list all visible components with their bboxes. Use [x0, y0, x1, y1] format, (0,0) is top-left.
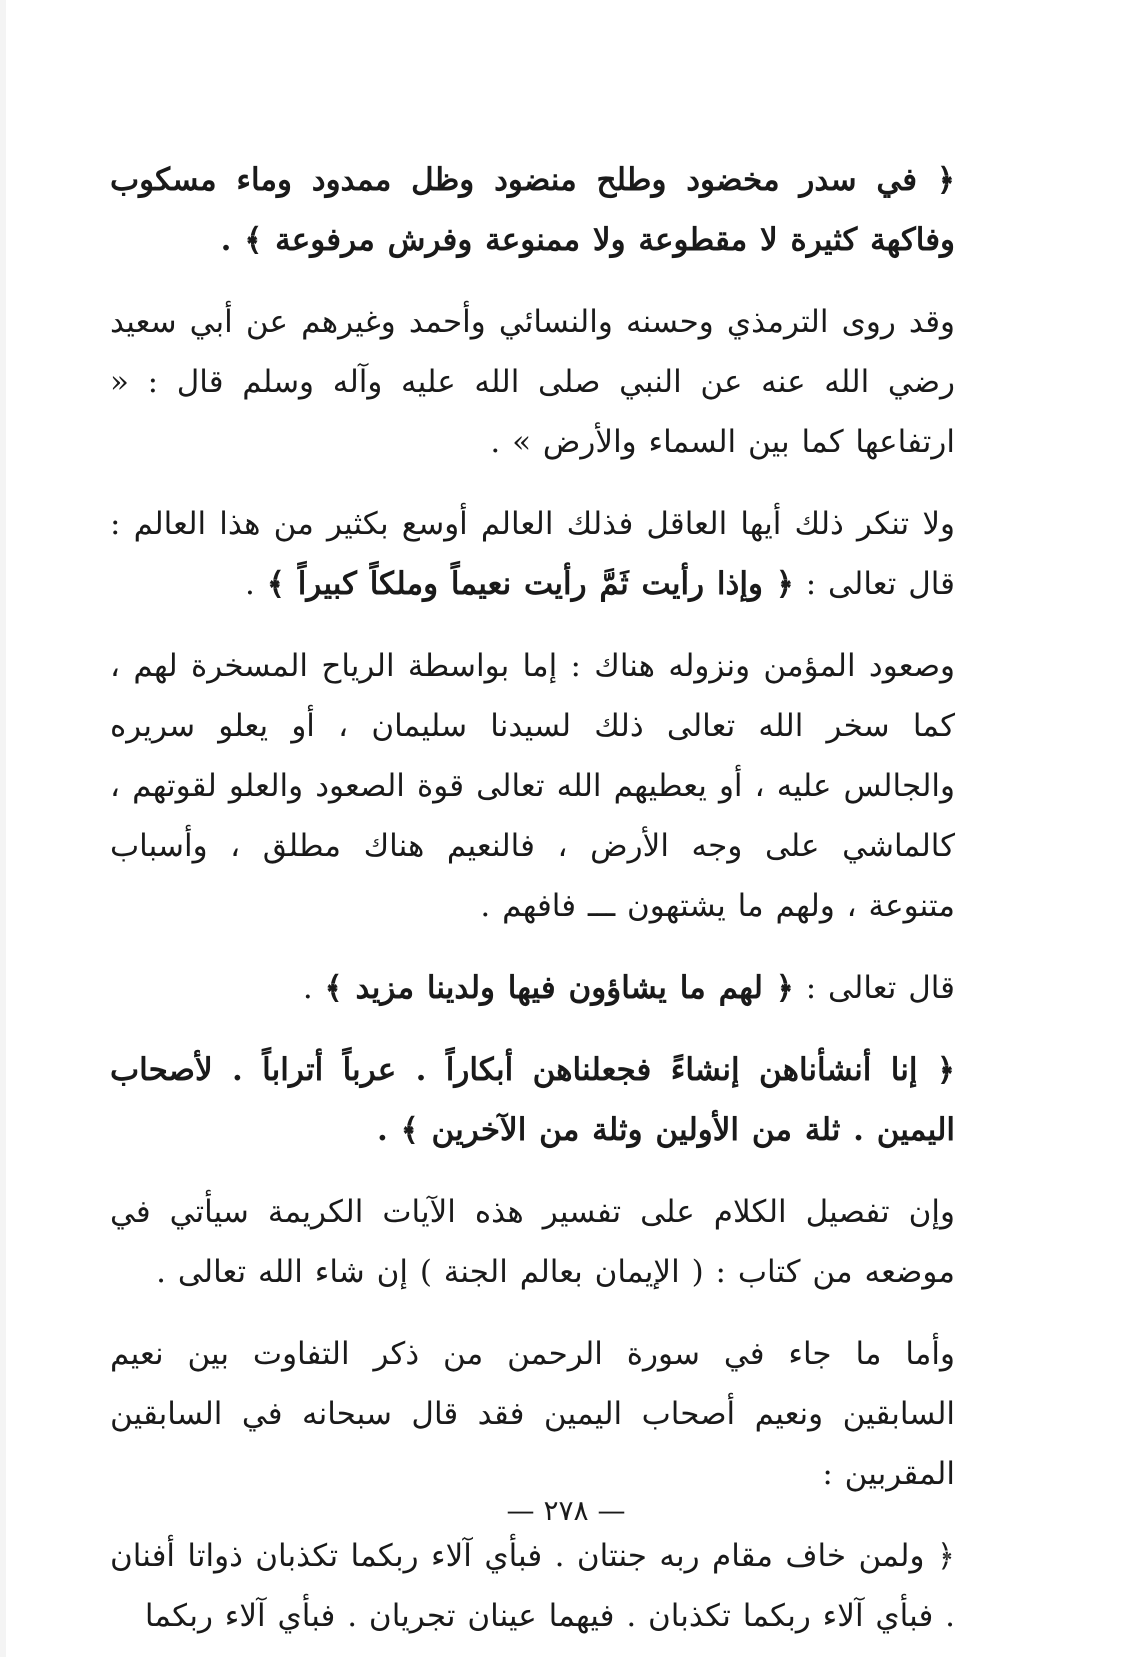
- paragraph-what-they-wish: [110, 958, 955, 1018]
- quran-quote-3: ﴿ ولمن خاف مقام ربه جنتان . فبأي آلاء ربكما تكذبان ذواتا أفنان . فبأي آلاء ربكما تكذبان . فيهما عينان تجريان . فبأي آلاء ربكما: [110, 1538, 955, 1634]
- paragraph-lead: ولا تنكر ذلك أيها العاقل فذلك العالم أوسع بكثير من هذا العالم : قال تعالى :: [110, 506, 955, 602]
- paragraph-rahman: وأما ما جاء في سورة الرحمن من ذكر التفاوت بين نعيم السابقين ونعيم أصحاب اليمين فقد قال سبحانه في السابقين المقربين :: [110, 1336, 955, 1492]
- paragraph-reference: وإن تفصيل الكلام على تفسير هذه الآيات الكريمة سيأتي في موضعه من كتاب : ( الإيمان بعالم الجنة ) إن شاء الله تعالى .: [110, 1194, 955, 1290]
- page-body: [110, 150, 955, 1634]
- quran-quote-inline: ﴿ لهم ما يشاؤون فيها ولدينا مزيد ﴾: [324, 970, 794, 1006]
- quran-quote-inline: ﴿ وإذا رأيت ثَمَّ رأيت نعيماً وملكاً كبيراً ﴾: [266, 566, 794, 602]
- paragraph-lead: قال تعالى :: [793, 970, 955, 1006]
- paragraph-tail: .: [302, 970, 325, 1006]
- quran-quote-2: ﴿ إنا أنشأناهن إنشاءً فجعلناهن أبكاراً . عرباً أتراباً . لأصحاب اليمين . ثلة من الأولين وثلة من الآخرين ﴾ .: [110, 1052, 955, 1148]
- quran-quote-1: ﴿ في سدر مخضود وطلح منضود وظل ممدود وماء مسكوب وفاكهة كثيرة لا مقطوعة ولا ممنوعة وفرش مرفوعة ﴾ .: [110, 162, 955, 258]
- page-number: — ٢٧٨ —: [506, 1494, 626, 1527]
- hadith-paragraph: وقد روى الترمذي وحسنه والنسائي وأحمد وغيرهم عن أبي سعيد رضي الله عنه عن النبي صلى الله عليه وآله وسلم قال : « ارتفاعها كما بين السماء والأرض » .: [110, 304, 955, 460]
- paragraph-world-vastness: [110, 494, 955, 614]
- paragraph-ascent: وصعود المؤمن ونزوله هناك : إما بواسطة الرياح المسخرة لهم ، كما سخر الله تعالى ذلك لسيدنا سليمان ، أو يعلو سريره والجالس عليه ، أو يعطيهم الله تعالى قوة الصعود والعلو لقوتهم ، كالماشي على وجه الأرض ، فالنعيم هناك مطلق ، وأسباب متنوعة ، ولهم ما يشتهون ـــ فافهم .: [110, 648, 955, 924]
- scan-edge: [0, 0, 6, 1657]
- paragraph-tail: .: [245, 566, 267, 602]
